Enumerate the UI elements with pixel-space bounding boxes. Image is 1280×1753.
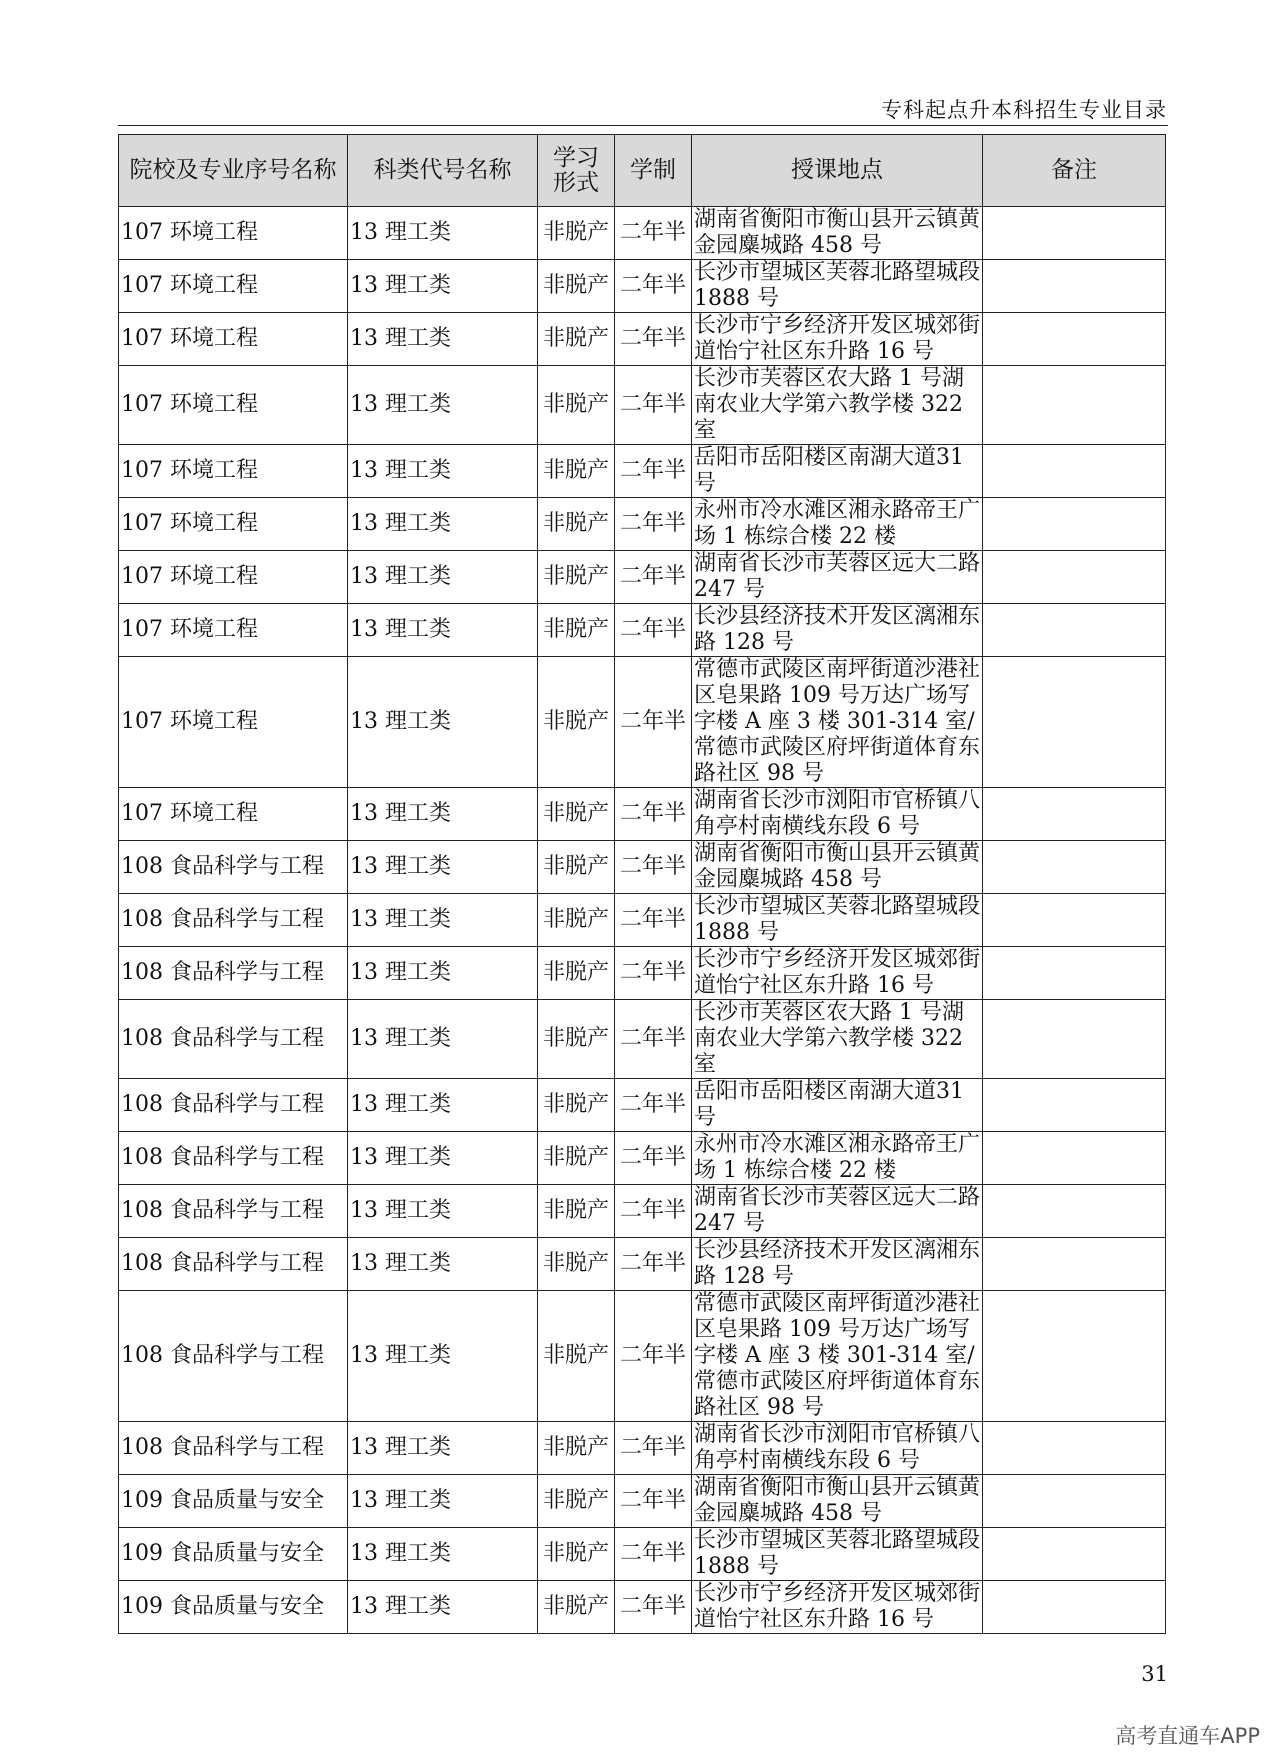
cell-location: 湖南省长沙市浏阳市官桥镇八角亭村南横线东段 6 号 [692, 788, 983, 841]
cell-note [983, 313, 1166, 366]
cell-program: 108 食品科学与工程 [119, 894, 348, 947]
cell-category: 13 理工类 [348, 498, 538, 551]
cell-duration: 二年半 [615, 657, 692, 788]
table-row [119, 1185, 1166, 1238]
cell-category: 13 理工类 [348, 551, 538, 604]
cell-category: 13 理工类 [348, 313, 538, 366]
cell-location: 岳阳市岳阳楼区南湖大道31号 [692, 445, 983, 498]
cell-study-mode: 非脱产 [538, 207, 615, 260]
cell-location: 湖南省衡阳市衡山县开云镇黄金园麋城路 458 号 [692, 1475, 983, 1528]
table-row [119, 1238, 1166, 1291]
cell-category: 13 理工类 [348, 1185, 538, 1238]
cell-note [983, 947, 1166, 1000]
cell-category: 13 理工类 [348, 1079, 538, 1132]
cell-duration: 二年半 [615, 894, 692, 947]
table-row [119, 207, 1166, 260]
cell-study-mode: 非脱产 [538, 1238, 615, 1291]
cell-note [983, 1422, 1166, 1475]
cell-study-mode: 非脱产 [538, 841, 615, 894]
cell-program: 107 环境工程 [119, 498, 348, 551]
cell-program: 107 环境工程 [119, 313, 348, 366]
cell-location: 长沙市望城区芙蓉北路望城段 1888 号 [692, 260, 983, 313]
cell-note [983, 1581, 1166, 1634]
cell-category: 13 理工类 [348, 604, 538, 657]
cell-note [983, 1132, 1166, 1185]
table-row [119, 260, 1166, 313]
cell-location: 常德市武陵区南坪街道沙港社区皂果路 109 号万达广场写字楼 A 座 3 楼 301-314 室/常德市武陵区府坪街道体育东路社区 98 号 [692, 1291, 983, 1422]
cell-program: 107 环境工程 [119, 551, 348, 604]
page-number: 31 [1141, 1662, 1168, 1686]
cell-duration: 二年半 [615, 1185, 692, 1238]
cell-study-mode: 非脱产 [538, 947, 615, 1000]
cell-category: 13 理工类 [348, 1475, 538, 1528]
col-header-study-mode: 学习形式 [538, 135, 615, 207]
table-row [119, 894, 1166, 947]
cell-location: 永州市冷水滩区湘永路帝王广场 1 栋综合楼 22 楼 [692, 1132, 983, 1185]
cell-location: 长沙市望城区芙蓉北路望城段 1888 号 [692, 1528, 983, 1581]
cell-location: 长沙市宁乡经济开发区城郊街道怡宁社区东升路 16 号 [692, 947, 983, 1000]
table-row [119, 947, 1166, 1000]
table-row [119, 1528, 1166, 1581]
cell-program: 108 食品科学与工程 [119, 947, 348, 1000]
cell-program: 108 食品科学与工程 [119, 1238, 348, 1291]
cell-program: 107 环境工程 [119, 657, 348, 788]
cell-program: 108 食品科学与工程 [119, 1291, 348, 1422]
cell-note [983, 498, 1166, 551]
cell-program: 108 食品科学与工程 [119, 841, 348, 894]
cell-study-mode: 非脱产 [538, 445, 615, 498]
cell-category: 13 理工类 [348, 1422, 538, 1475]
cell-location: 湖南省长沙市芙蓉区远大二路 247 号 [692, 551, 983, 604]
cell-note [983, 841, 1166, 894]
cell-program: 109 食品质量与安全 [119, 1528, 348, 1581]
cell-note [983, 1475, 1166, 1528]
cell-category: 13 理工类 [348, 1291, 538, 1422]
cell-duration: 二年半 [615, 1581, 692, 1634]
cell-study-mode: 非脱产 [538, 894, 615, 947]
cell-duration: 二年半 [615, 788, 692, 841]
cell-duration: 二年半 [615, 260, 692, 313]
cell-study-mode: 非脱产 [538, 260, 615, 313]
cell-study-mode: 非脱产 [538, 1079, 615, 1132]
table-row [119, 657, 1166, 788]
cell-duration: 二年半 [615, 841, 692, 894]
cell-program: 109 食品质量与安全 [119, 1581, 348, 1634]
cell-program: 107 环境工程 [119, 604, 348, 657]
col-header-program: 院校及专业序号名称 [119, 135, 348, 207]
table-row [119, 445, 1166, 498]
cell-location: 湖南省长沙市浏阳市官桥镇八角亭村南横线东段 6 号 [692, 1422, 983, 1475]
table-row [119, 1422, 1166, 1475]
cell-category: 13 理工类 [348, 657, 538, 788]
cell-program: 108 食品科学与工程 [119, 1079, 348, 1132]
cell-program: 108 食品科学与工程 [119, 1132, 348, 1185]
cell-duration: 二年半 [615, 1238, 692, 1291]
cell-study-mode: 非脱产 [538, 1581, 615, 1634]
table-row [119, 551, 1166, 604]
cell-location: 永州市冷水滩区湘永路帝王广场 1 栋综合楼 22 楼 [692, 498, 983, 551]
enrollment-catalog-table [118, 134, 1166, 1634]
cell-program: 108 食品科学与工程 [119, 1422, 348, 1475]
cell-location: 长沙市芙蓉区农大路 1 号湖南农业大学第六教学楼 322 室 [692, 366, 983, 445]
col-header-location: 授课地点 [692, 135, 983, 207]
cell-location: 湖南省长沙市芙蓉区远大二路 247 号 [692, 1185, 983, 1238]
cell-duration: 二年半 [615, 604, 692, 657]
cell-study-mode: 非脱产 [538, 366, 615, 445]
col-header-category: 科类代号名称 [348, 135, 538, 207]
cell-program: 107 环境工程 [119, 445, 348, 498]
table-row [119, 313, 1166, 366]
cell-location: 长沙市望城区芙蓉北路望城段 1888 号 [692, 894, 983, 947]
cell-category: 13 理工类 [348, 260, 538, 313]
table-body [119, 207, 1166, 1634]
table-row [119, 841, 1166, 894]
table-row [119, 1581, 1166, 1634]
cell-duration: 二年半 [615, 1291, 692, 1422]
table-row [119, 498, 1166, 551]
cell-study-mode: 非脱产 [538, 657, 615, 788]
cell-duration: 二年半 [615, 1079, 692, 1132]
cell-duration: 二年半 [615, 1475, 692, 1528]
table-row [119, 604, 1166, 657]
cell-duration: 二年半 [615, 1132, 692, 1185]
cell-note [983, 894, 1166, 947]
cell-study-mode: 非脱产 [538, 551, 615, 604]
cell-duration: 二年半 [615, 498, 692, 551]
cell-study-mode: 非脱产 [538, 1528, 615, 1581]
table-row [119, 1475, 1166, 1528]
cell-duration: 二年半 [615, 445, 692, 498]
table-header-row [119, 135, 1166, 207]
cell-category: 13 理工类 [348, 947, 538, 1000]
page-header-title: 专科起点升本科招生专业目录 [881, 98, 1167, 122]
cell-program: 109 食品质量与安全 [119, 1475, 348, 1528]
cell-location: 长沙市宁乡经济开发区城郊街道怡宁社区东升路 16 号 [692, 1581, 983, 1634]
cell-note [983, 1079, 1166, 1132]
cell-note [983, 207, 1166, 260]
cell-duration: 二年半 [615, 947, 692, 1000]
cell-note [983, 445, 1166, 498]
cell-program: 107 环境工程 [119, 788, 348, 841]
cell-location: 长沙市芙蓉区农大路 1 号湖南农业大学第六教学楼 322 室 [692, 1000, 983, 1079]
cell-category: 13 理工类 [348, 366, 538, 445]
cell-location: 岳阳市岳阳楼区南湖大道31号 [692, 1079, 983, 1132]
cell-study-mode: 非脱产 [538, 313, 615, 366]
cell-note [983, 1000, 1166, 1079]
cell-program: 107 环境工程 [119, 366, 348, 445]
cell-duration: 二年半 [615, 313, 692, 366]
cell-note [983, 1528, 1166, 1581]
cell-study-mode: 非脱产 [538, 604, 615, 657]
cell-note [983, 788, 1166, 841]
cell-study-mode: 非脱产 [538, 1132, 615, 1185]
cell-note [983, 657, 1166, 788]
cell-category: 13 理工类 [348, 841, 538, 894]
cell-location: 长沙县经济技术开发区漓湘东路 128 号 [692, 604, 983, 657]
cell-program: 108 食品科学与工程 [119, 1000, 348, 1079]
table-row [119, 1291, 1166, 1422]
cell-category: 13 理工类 [348, 1238, 538, 1291]
table-row [119, 1132, 1166, 1185]
header-divider [118, 125, 1168, 126]
col-header-note: 备注 [983, 135, 1166, 207]
cell-category: 13 理工类 [348, 207, 538, 260]
cell-category: 13 理工类 [348, 788, 538, 841]
col-header-duration: 学制 [615, 135, 692, 207]
cell-study-mode: 非脱产 [538, 1291, 615, 1422]
cell-location: 湖南省衡阳市衡山县开云镇黄金园麋城路 458 号 [692, 207, 983, 260]
table-row [119, 1000, 1166, 1079]
cell-duration: 二年半 [615, 1000, 692, 1079]
cell-note [983, 260, 1166, 313]
cell-location: 长沙县经济技术开发区漓湘东路 128 号 [692, 1238, 983, 1291]
table-row [119, 788, 1166, 841]
cell-location: 湖南省衡阳市衡山县开云镇黄金园麋城路 458 号 [692, 841, 983, 894]
cell-note [983, 366, 1166, 445]
cell-study-mode: 非脱产 [538, 788, 615, 841]
cell-study-mode: 非脱产 [538, 1185, 615, 1238]
cell-study-mode: 非脱产 [538, 1422, 615, 1475]
cell-location: 常德市武陵区南坪街道沙港社区皂果路 109 号万达广场写字楼 A 座 3 楼 301-314 室/常德市武陵区府坪街道体育东路社区 98 号 [692, 657, 983, 788]
cell-note [983, 551, 1166, 604]
watermark-text: 高考直通车APP [1115, 1724, 1260, 1748]
cell-note [983, 1291, 1166, 1422]
cell-note [983, 1238, 1166, 1291]
cell-program: 107 环境工程 [119, 260, 348, 313]
cell-note [983, 604, 1166, 657]
cell-study-mode: 非脱产 [538, 1475, 615, 1528]
cell-category: 13 理工类 [348, 445, 538, 498]
cell-duration: 二年半 [615, 551, 692, 604]
cell-location: 长沙市宁乡经济开发区城郊街道怡宁社区东升路 16 号 [692, 313, 983, 366]
table-row [119, 1079, 1166, 1132]
cell-note [983, 1185, 1166, 1238]
cell-study-mode: 非脱产 [538, 498, 615, 551]
cell-program: 108 食品科学与工程 [119, 1185, 348, 1238]
cell-category: 13 理工类 [348, 1132, 538, 1185]
cell-duration: 二年半 [615, 1422, 692, 1475]
cell-duration: 二年半 [615, 207, 692, 260]
table-row [119, 366, 1166, 445]
cell-program: 107 环境工程 [119, 207, 348, 260]
cell-duration: 二年半 [615, 1528, 692, 1581]
cell-category: 13 理工类 [348, 1581, 538, 1634]
cell-category: 13 理工类 [348, 1000, 538, 1079]
cell-category: 13 理工类 [348, 894, 538, 947]
cell-category: 13 理工类 [348, 1528, 538, 1581]
cell-study-mode: 非脱产 [538, 1000, 615, 1079]
cell-duration: 二年半 [615, 366, 692, 445]
